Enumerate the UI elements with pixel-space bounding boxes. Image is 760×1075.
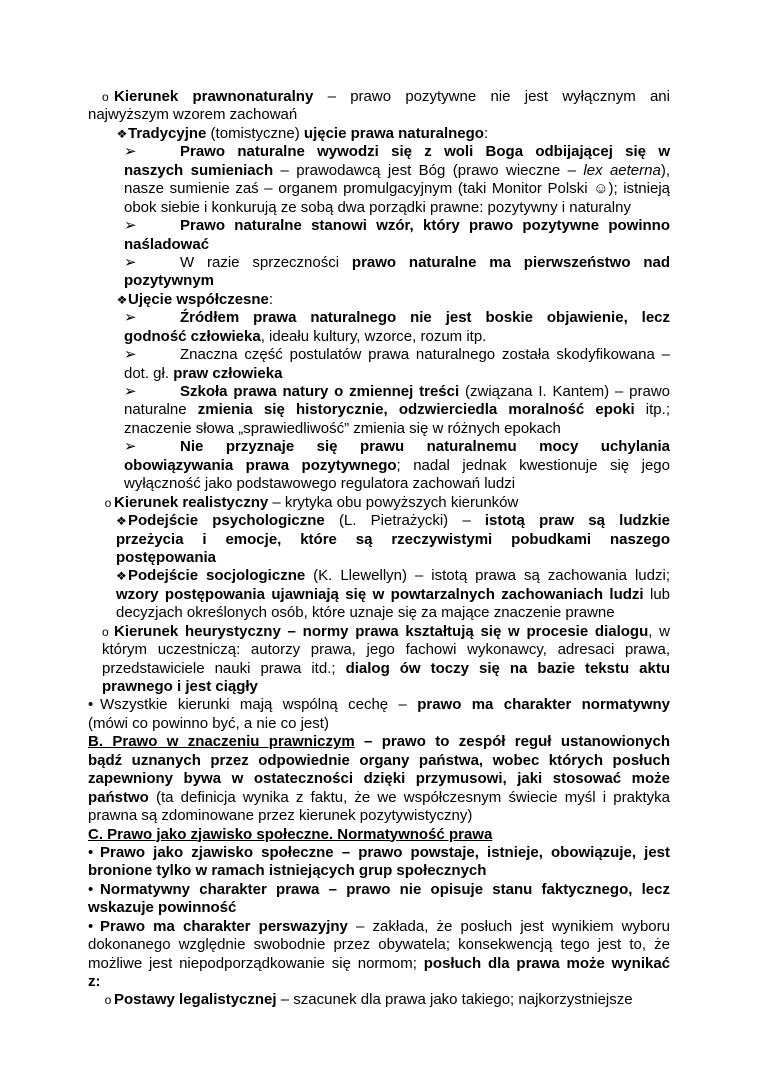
text-run: : [268, 290, 274, 308]
list-item [88, 346, 670, 364]
text-line [88, 106, 670, 124]
text-run: Kierunek realistyczny [114, 493, 269, 511]
text-run: obowiązywania prawa pozytywnego [124, 456, 397, 474]
text-run: Ujęcie współczesne [128, 290, 269, 308]
text-run: prawo naturalne ma pierwszeństwo nad [351, 253, 670, 271]
list-item [88, 309, 670, 327]
text-run: (K. Llewellyn) – istotą prawa są zachowania ludzi; [305, 567, 670, 585]
bullet-glyph: ❖ [116, 126, 128, 141]
text-run: istotą praw są ludzkie [484, 512, 670, 530]
text-line [88, 715, 670, 733]
bullet-glyph: • [88, 696, 94, 714]
text-run: Źródłem prawa naturalnego nie jest boskie objawienie, lecz [180, 309, 670, 327]
list-item [88, 125, 670, 143]
text-run: (związana I. Kantem) – prawo [459, 383, 670, 400]
text-line [88, 162, 670, 180]
text-run: dot. gł. [124, 364, 174, 382]
list-item [88, 88, 670, 106]
text-run: Prawo naturalne wywodzi się z woli Boga odbijającej się w [180, 143, 670, 161]
text-run: – prawodawcą jest Bóg (prawo wieczne – [273, 161, 584, 179]
text-line [88, 973, 670, 991]
text-line [88, 365, 670, 383]
text-run: praw człowieka [173, 364, 283, 382]
text-run: Tradycyjne [128, 124, 207, 142]
bullet-glyph: • [88, 917, 94, 935]
text-run: Podejście socjologiczne [128, 567, 306, 585]
list-item [88, 291, 670, 309]
text-run: (ta definicja wynika z faktu, że we współczesnym świecie myśl i praktyka [148, 788, 670, 806]
text-run: wzory postępowania ujawniają się w powtarzalnych zachowaniach ludzi [116, 585, 644, 603]
text-run: posłuch dla prawa może wynikać [423, 954, 671, 972]
text-run: ; nadal jednak kwestionuje się jego [396, 456, 670, 474]
text-line [88, 604, 670, 622]
text-line [88, 678, 670, 696]
bullet-glyph: ➢ [124, 217, 137, 235]
text-line [88, 789, 670, 807]
text-line [88, 936, 670, 954]
text-line [88, 401, 670, 419]
text-line [88, 660, 670, 678]
bullet-glyph: ➢ [124, 253, 137, 271]
text-run: (L. Pietrażycki) – [324, 512, 485, 530]
text-run: prawna są zdominowane przez kierunek pozytywistyczny) [88, 807, 473, 825]
text-run: Nie przyznaje się prawu naturalnemu mocy uchylania [180, 438, 670, 456]
text-line [88, 899, 670, 917]
text-line [88, 199, 670, 217]
text-run: lub [643, 585, 671, 603]
text-run: Znaczna część postulatów prawa naturalnego została skodyfikowana – [180, 346, 670, 364]
text-run: – szacunek dla prawa jako takiego; najkorzystniejsze [276, 991, 633, 1009]
text-line [88, 531, 670, 549]
document-page [88, 88, 670, 1010]
text-run: decyzjach określonych osób, które uznaje się za mające znaczenie prawne [116, 604, 615, 622]
text-run: nasze sumienie zaś – organem promulgacyjnym (taki Monitor Polski ☺); istnieją [124, 180, 670, 198]
text-run: bronione tylko w ramach istniejących grup społecznych [88, 862, 487, 880]
list-item [88, 991, 670, 1009]
text-run: przeżycia i emocje, które są rzeczywistymi pobudkami naszego [116, 530, 670, 548]
text-run: Kierunek prawnonaturalny [114, 88, 314, 105]
text-run: Wszystkie kierunki mają wspólną cechę – [100, 696, 418, 714]
text-line [88, 826, 670, 844]
text-run: B. Prawo w znaczeniu prawniczym [88, 733, 355, 751]
bullet-glyph: o [104, 993, 112, 1008]
text-run: Prawo naturalne stanowi wzór, który prawo pozytywne powinno [180, 217, 670, 235]
bullet-glyph: o [104, 495, 112, 510]
list-item [88, 623, 670, 641]
text-run: prawnego i jest ciągły [102, 678, 258, 695]
list-item [88, 567, 670, 585]
text-run: zmienia się historycznie, odzwierciedla moralność epoki [197, 401, 635, 419]
list-item [88, 881, 670, 899]
text-line [88, 955, 670, 973]
text-run: najwyższym wzorem zachowań [88, 106, 298, 124]
text-run: z: [88, 973, 101, 990]
text-run: przedstawiciele nauki prawa itd.; [102, 659, 346, 677]
text-run: pozytywnym [124, 272, 215, 290]
text-run: dokonanego względnie swobodnie przez obywatela; konsekwencją tego jest to, że [88, 936, 670, 954]
text-run: postępowania [116, 548, 217, 566]
text-line [88, 272, 670, 290]
text-run: zapewniony bywa w ostateczności dzięki przymusowi, jaki stosować może [88, 770, 670, 788]
bullet-glyph: • [88, 843, 94, 861]
text-line [88, 180, 670, 198]
bullet-glyph: ➢ [124, 438, 137, 456]
text-line [88, 770, 670, 788]
list-item [88, 383, 670, 401]
text-run: naśladować [124, 235, 210, 253]
text-run: Prawo ma charakter perswazyjny [100, 917, 348, 935]
text-run: itp.; [634, 401, 670, 419]
text-run: ), [660, 161, 671, 179]
text-run: (tomistyczne) [206, 124, 304, 142]
list-item [88, 217, 670, 235]
text-run: naturalne [124, 401, 198, 419]
text-run: – prawo to zespół reguł ustanowionych [354, 733, 670, 751]
list-item [88, 494, 670, 512]
list-item [88, 143, 670, 161]
text-line [88, 328, 670, 346]
text-line [88, 457, 670, 475]
text-run: naszych sumieniach [124, 161, 274, 179]
text-run: – prawo pozytywne nie jest wyłącznym ani [313, 88, 670, 105]
text-line [88, 586, 670, 604]
text-line [88, 420, 670, 438]
list-item [88, 844, 670, 862]
text-run: (mówi co powinno być, a nie co jest) [88, 714, 329, 732]
bullet-glyph: • [88, 880, 94, 898]
bullet-glyph: ❖ [116, 292, 128, 307]
bullet-glyph: ❖ [116, 514, 127, 529]
text-run: znaczenie słowa „sprawiedliwość” zmienia się w różnych epokach [124, 419, 561, 437]
bullet-glyph: ❖ [116, 569, 127, 584]
text-run: możliwe jest niepodporządkowanie się normom; [88, 954, 424, 972]
text-run: Kierunek heurystyczny – normy prawa kształtują się w procesie dialogu [114, 622, 649, 640]
text-run: : [483, 124, 489, 142]
text-run: , w [648, 622, 670, 640]
text-run: wyłączność jako podstawowego regulatora zachowań ludzi [124, 475, 516, 493]
text-run: godność człowieka [124, 327, 261, 345]
list-item [88, 696, 670, 714]
text-line [88, 862, 670, 880]
text-run: obok siebie i konkurują ze sobą dwa porządki prawne: pozytywny i naturalny [124, 198, 631, 216]
text-line [88, 641, 670, 659]
text-run: państwo [88, 788, 149, 806]
text-line [88, 236, 670, 254]
text-run: bądź uznanych przez odpowiednie organy państwa, wobec których posłuch [88, 751, 670, 769]
bullet-glyph: o [102, 90, 109, 104]
text-run: , ideału kultury, wzorce, rozum itp. [260, 327, 487, 345]
text-line [88, 733, 670, 751]
text-run: Prawo jako zjawisko społeczne – prawo powstaje, istnieje, obowiązuje, jest [100, 843, 670, 861]
text-run: wskazuje powinność [88, 899, 237, 917]
list-item [88, 512, 670, 530]
text-line [88, 549, 670, 567]
text-line [88, 752, 670, 770]
text-line [88, 475, 670, 493]
bullet-glyph: o [102, 624, 109, 639]
text-run: Normatywny charakter prawa – prawo nie opisuje stanu faktycznego, lecz [100, 880, 670, 898]
text-run: dialog ów toczy się na bazie tekstu aktu [345, 659, 671, 677]
text-run: Szkoła prawa natury o zmiennej treści [180, 383, 460, 400]
text-run: lex aeterna [583, 161, 661, 179]
text-run: C. Prawo jako zjawisko społeczne. Normatywność prawa [88, 825, 493, 843]
list-item [88, 438, 670, 456]
bullet-glyph: ➢ [124, 383, 137, 400]
text-run: Podejście psychologiczne [128, 512, 325, 530]
text-run: – krytyka obu powyższych kierunków [268, 493, 519, 511]
list-item [88, 918, 670, 936]
text-run: ujęcie prawa naturalnego [303, 124, 484, 142]
bullet-glyph: ➢ [124, 309, 137, 327]
list-item [88, 254, 670, 272]
text-line [88, 807, 670, 825]
text-run: Postawy legalistycznej [114, 991, 277, 1009]
text-run: W razie sprzeczności [180, 253, 352, 271]
text-run: prawo ma charakter normatywny [417, 696, 670, 714]
text-run: którym uczestniczą: autorzy prawa, jego fachowi wykonawcy, adresaci prawa, [102, 641, 670, 659]
bullet-glyph: ➢ [124, 346, 137, 364]
bullet-glyph: ➢ [124, 143, 137, 161]
text-run: – zakłada, że posłuch jest wynikiem wyboru [347, 917, 670, 935]
